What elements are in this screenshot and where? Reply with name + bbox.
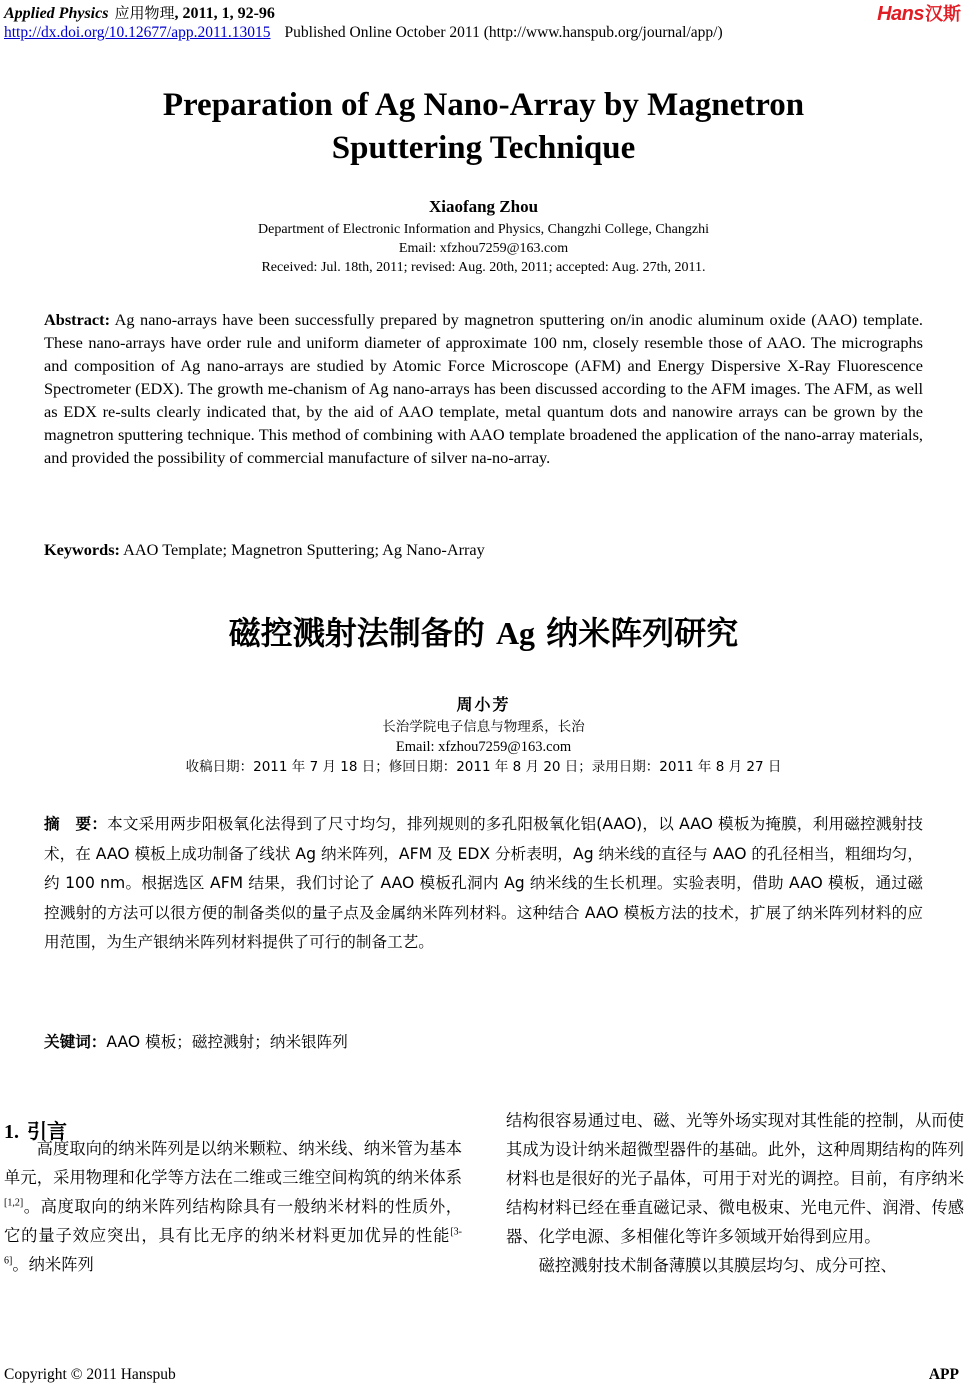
keywords-text: AAO Template; Magnetron Sputtering; Ag Nano-Array [119,540,485,559]
dates: Received: Jul. 18th, 2011; revised: Aug. 20th, 2011; accepted: Aug. 27th, 2011. [261,260,706,275]
abstract-cn [44,810,923,958]
citation[interactable]: [3-6] [4,1226,462,1267]
volume-info: , 2011, 1, 92-96 [174,5,275,22]
author-affiliation-block [0,220,967,277]
title-cn-part1: 磁控溅射法制备的 [228,614,496,652]
email-cn: Email: xfzhou7259@163.com [395,739,572,755]
journal-name: Applied Physics [4,5,109,22]
dates-cn: 收稿日期：2011 年 7 月 18 日；修回日期：2011 年 8 月 20 日；录用日期：2011 年 8 月 27 日 [185,759,782,775]
published-online: Published Online October 2011 (http://www.hanspub.org/journal/app/) [284,24,723,41]
journal-abbr: APP [928,1366,959,1383]
doi-link[interactable]: http://dx.doi.org/10.12677/app.2011.13015 [4,24,271,41]
title-cn-ag: Ag [495,615,536,651]
body-paragraph: 磁控溅射技术制备薄膜以其膜层均匀、成分可控、 [538,1256,897,1275]
journal-header [4,2,275,23]
body-text: 。纳米阵列 [12,1255,94,1274]
paper-title-cn [0,608,967,654]
abstract-text-cn: 本文采用两步阳极氧化法得到了尺寸均匀，排列规则的多孔阳极氧化铝(AAO)，以 AAO 模板为掩膜，利用磁控溅射技术，在 AAO 模板上成功制备了线状 Ag 纳米阵列，AFM 及 EDX 分析表明，Ag 纳米线的直径与 AAO 的孔径相当，粗细均匀，约 100 nm。根据选区 AFM 结果，我们讨论了 AAO 模板孔洞内 Ag 纳米线的生长机理。实验表明，借助 AAO 模板，通过磁控溅射的方法可以很方便的制备类似的量子点及金属纳米阵列材料。这种结合 AAO 模板方法的技术，扩展了纳米阵列材料的应用范围，为生产银纳米阵列材料提供了可行的制备工艺。 [44,815,923,951]
keywords-text-cn: AAO 模板；磁控溅射；纳米银阵列 [106,1033,348,1051]
author-name: Xiaofang Zhou [428,197,539,216]
hans-logo [877,0,961,26]
journal-name-cn: 应用物理 [114,4,175,22]
abstract-text: Ag nano-arrays have been successfully prepared by magnetron sputtering on/in anodic aluminum oxide (AAO) template. These nano-arrays have order rule and uniform diameter of approximate 100 nm, closely resemble those of AAO. The micrographs and composition of Ag nano-arrays are studied by Atomic Force Microscope (AFM) and Energy Dispersive X-Ray Fluorescence Spectrometer (EDX). The growth me-chanism of Ag nano-arrays has been discussed according to the AFM images. The AFM, as well as EDX re-sults clearly indicated that, by the aid of AAO template, metal quantum dots and nanowire arrays can be grown by the magnetron sputtering technique. This method of combining with AAO template broadened the application of the nano-array materials, and provided the possibility of commercial manufacture of silver na-no-array. [44,310,923,467]
section-title: 引言 [27,1119,67,1143]
abstract-en [44,308,923,469]
title-line-2: Sputtering Technique [331,130,636,166]
doi-line [4,24,723,42]
author-name-cn: 周小芳 [456,695,511,714]
body-text: 高度取向的纳米阵列是以纳米颗粒、纳米线、纳米管为基本单元，采用物理和化学等方法在二维或三维空间构筑的纳米体系 [4,1139,462,1187]
logo-cn: 汉斯 [925,4,961,25]
author-affiliation-block-cn [0,717,967,777]
affiliation-cn: 长治学院电子信息与物理系，长治 [382,719,585,735]
keywords-label: Keywords: [44,540,120,559]
copyright: Copyright © 2011 Hanspub [4,1366,176,1383]
body-column-left [4,1134,462,1279]
keywords-label-cn: 关键词： [44,1033,107,1051]
keywords-en [44,538,923,561]
body-paragraph: 结构很容易通过电、磁、光等外场实现对其性能的控制，从而使其成为设计纳米超微型器件的基础。此外，这种周期结构的阵列材料也是很好的光子晶体，可用于对光的调控。目前，有序纳米结构材料已经在垂直磁记录、微电极束、光电元件、润滑、传感器、化学电源、多相催化等许多领域开始得到应用。 [506,1111,964,1246]
affiliation: Department of Electronic Information and Physics, Changzhi College, Changzhi [258,222,709,237]
abstract-label-cn: 摘 要： [44,815,108,833]
abstract-label: Abstract: [44,310,111,329]
body-column-right [506,1106,964,1280]
title-line-1: Preparation of Ag Nano-Array by Magnetron [162,87,805,123]
logo-en: Hans [877,3,924,25]
citation[interactable]: [1,2] [4,1197,24,1209]
paper-title [0,84,967,170]
section-number: 1. [4,1121,19,1143]
email: Email: xfzhou7259@163.com [398,241,569,256]
body-text: 。高度取向的纳米阵列结构除具有一般纳米材料的性质外，它的量子效应突出，具有比无序的纳米材料更加优异的性能 [4,1197,462,1245]
title-cn-part2: 纳米阵列研究 [535,614,739,652]
body-paragraph [4,1134,462,1279]
keywords-cn [44,1028,923,1058]
